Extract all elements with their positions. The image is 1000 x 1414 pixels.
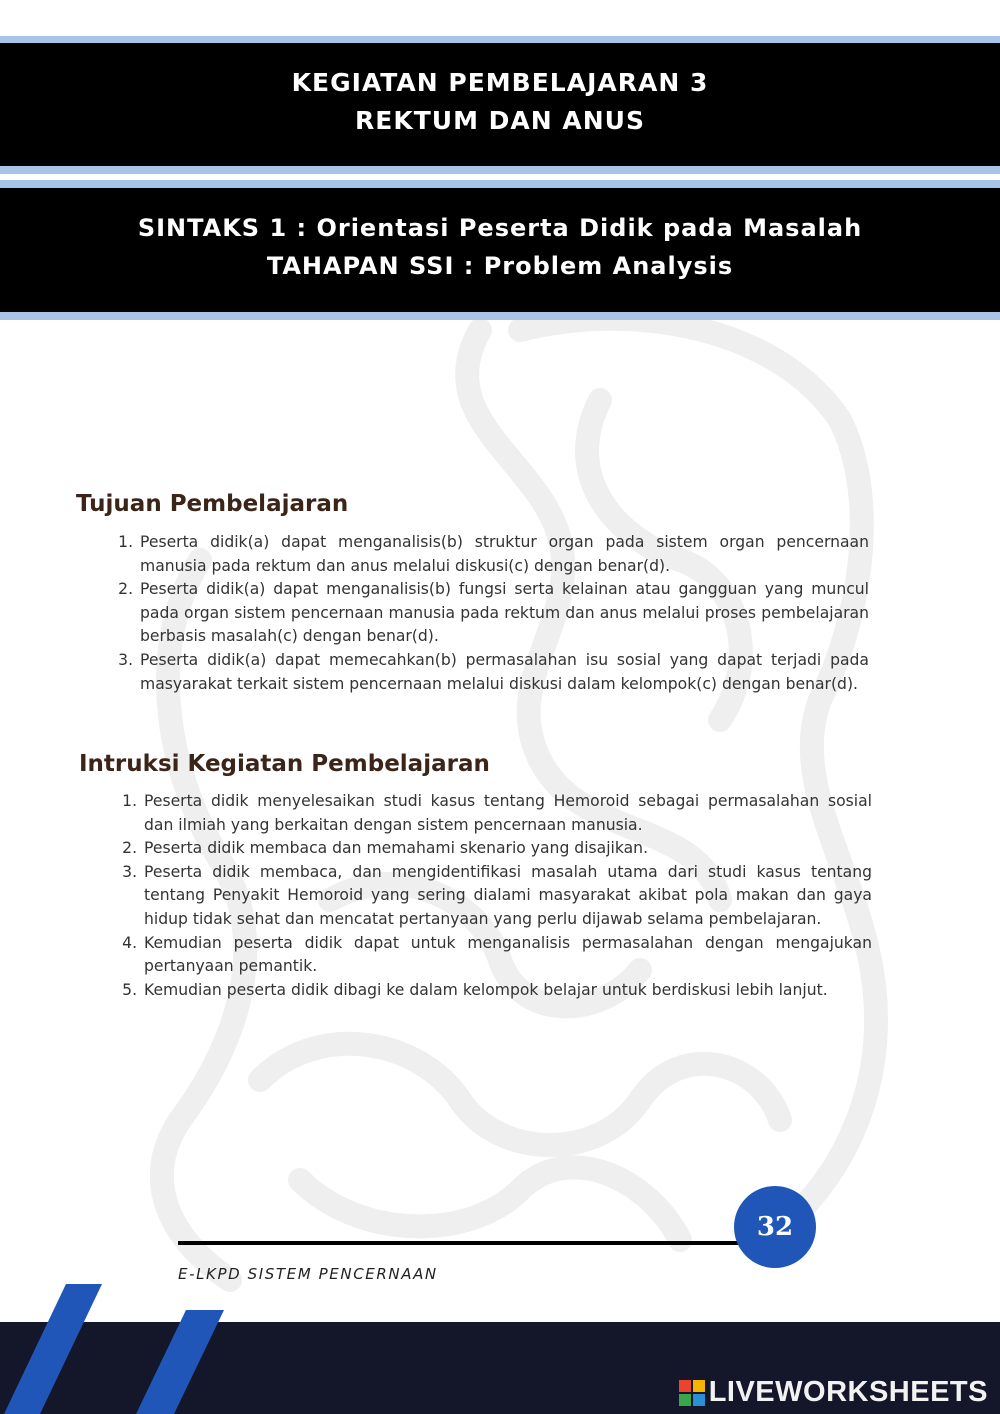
page-title-line-1: KEGIATAN PEMBELAJARAN 3: [291, 68, 709, 97]
liveworksheets-wordmark: LIVEWORKSHEETS: [708, 1376, 988, 1408]
instruksi-title: Intruksi Kegiatan Pembelajaran: [79, 751, 490, 777]
header-top-stripe: [0, 36, 1000, 43]
instruksi-item: 3. Peserta didik membaca, dan mengidentifikasi masalah utama dari studi kasus tentang tentang Penyakit Hemoroid yang sering dialami masyarakat akibat pola makan dan gaya hidup tidak sehat dan mencatat pertanyaan yang perlu dijawab selama pembelajaran.: [142, 861, 872, 932]
page-title: [0, 64, 1000, 140]
slanted-stripe: [136, 1310, 224, 1414]
syntax-bottom-stripe: [0, 312, 1000, 320]
page-title-line-2: REKTUM DAN ANUS: [355, 106, 645, 135]
tujuan-item: 2. Peserta didik(a) dapat menganalisis(b) fungsi serta kelainan atau gangguan yang muncul pada organ sistem pencernaan manusia pada rektum dan anus melalui proses pembelajaran berbasis masalah(c) dengan benar(d).: [138, 578, 869, 649]
header-bottom-stripe: [0, 166, 1000, 174]
syntax-heading-line-2: TAHAPAN SSI : Problem Analysis: [266, 252, 734, 280]
page-number-badge: 32: [734, 1186, 816, 1268]
tujuan-item: 1. Peserta didik(a) dapat menganalisis(b) struktur organ pada sistem organ pencernaan manusia pada rektum dan anus melalui diskusi(c) dengan benar(d).: [138, 531, 869, 578]
liveworksheets-brand[interactable]: [679, 1376, 988, 1409]
footer-rule: [178, 1241, 748, 1245]
liveworksheets-logo-icon: [679, 1380, 705, 1406]
tujuan-list: [118, 531, 869, 696]
instruksi-item: 4. Kemudian peserta didik dapat untuk menganalisis permasalahan dengan mengajukan pertanyaan pemantik.: [142, 932, 872, 979]
tujuan-title: Tujuan Pembelajaran: [76, 491, 349, 517]
footer-label: E-LKPD SISTEM PENCERNAAN: [178, 1265, 438, 1283]
instruksi-item: 5. Kemudian peserta didik dibagi ke dalam kelompok belajar untuk berdiskusi lebih lanjut.: [142, 979, 872, 1003]
instruksi-item: 1. Peserta didik menyelesaikan studi kasus tentang Hemoroid sebagai permasalahan sosial dan ilmiah yang berkaitan dengan sistem pencernaan manusia.: [142, 790, 872, 837]
instruksi-item: 2. Peserta didik membaca dan memahami skenario yang disajikan.: [142, 837, 872, 861]
instruksi-list: [122, 790, 872, 1002]
slanted-stripe: [4, 1284, 102, 1414]
syntax-heading: [0, 209, 1000, 285]
syntax-top-stripe: [0, 180, 1000, 188]
tujuan-item: 3. Peserta didik(a) dapat memecahkan(b) permasalahan isu sosial yang dapat terjadi pada masyarakat terkait sistem pencernaan melalui diskusi dalam kelompok(c) dengan benar(d).: [138, 649, 869, 696]
syntax-heading-line-1: SINTAKS 1 : Orientasi Peserta Didik pada Masalah: [137, 214, 863, 242]
slanted-stripes-decoration: [0, 1280, 300, 1414]
